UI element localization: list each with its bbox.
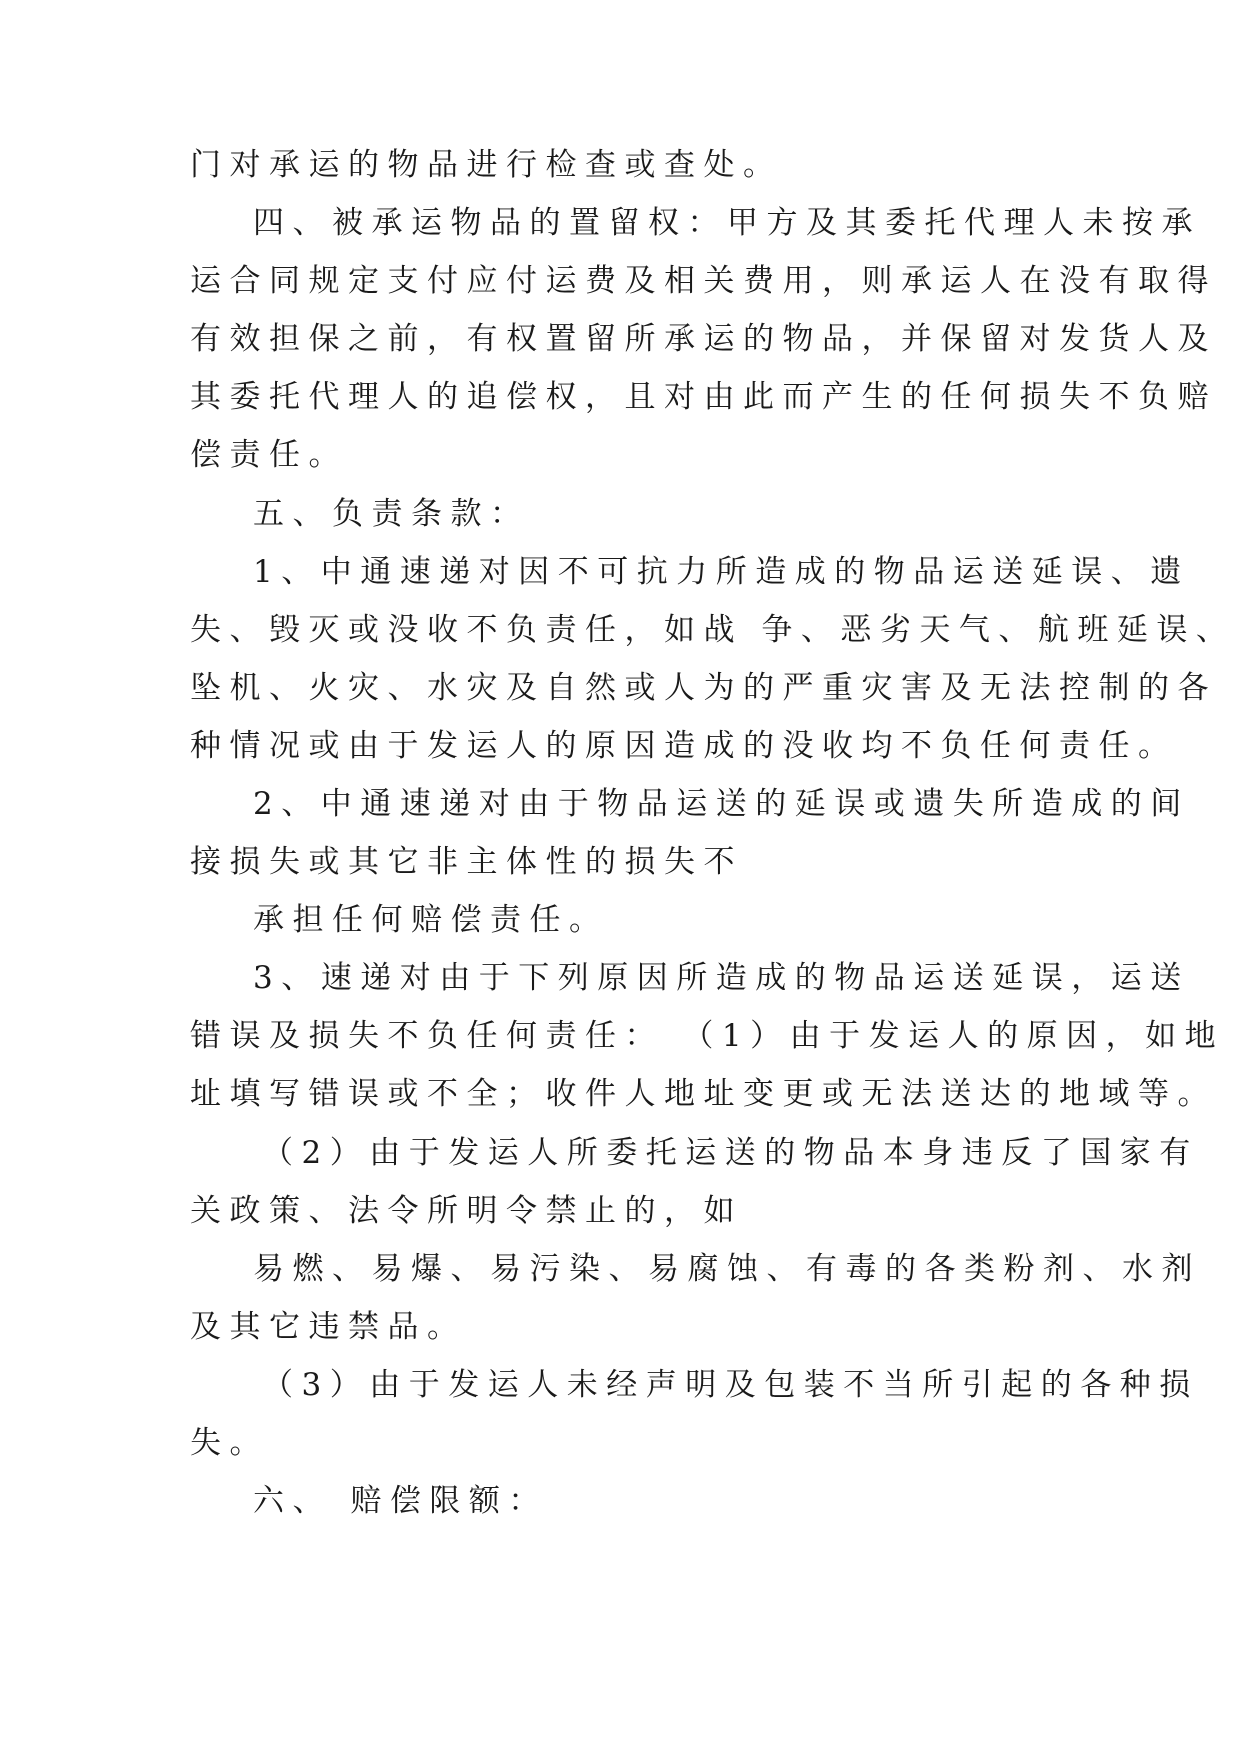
text-line: 1、中通速递对因不可抗力所造成的物品运送延误、遗 <box>253 554 1190 590</box>
text-line: 接损失或其它非主体性的损失不 <box>190 844 743 880</box>
text-line: 种情况或由于发运人的原因造成的没收均不负任何责任。 <box>190 728 1178 764</box>
text-line: 六、 赔偿限额： <box>253 1483 548 1519</box>
text-line: 关政策、法令所明令禁止的，如 <box>190 1193 743 1229</box>
text-line: 运合同规定支付应付运费及相关费用，则承运人在没有取得 <box>190 263 1217 299</box>
text-line: 门对承运的物品进行检查或查处。 <box>190 147 783 183</box>
text-line: 3、速递对由于下列原因所造成的物品运送延误，运送 <box>253 960 1190 996</box>
text-line: 偿责任。 <box>190 437 348 473</box>
text-line: 五、负责条款： <box>253 496 530 532</box>
text-line: 错误及损失不负任何责任： （1）由于发运人的原因，如地 <box>190 1018 1225 1054</box>
text-line: 坠机、火灾、水灾及自然或人为的严重灾害及无法控制的各 <box>190 670 1217 706</box>
text-line: 有效担保之前，有权置留所承运的物品，并保留对发货人及 <box>190 321 1217 357</box>
text-line: 承担任何赔偿责任。 <box>253 902 609 938</box>
text-line: 失。 <box>190 1425 269 1461</box>
text-line: 及其它违禁品。 <box>190 1309 467 1345</box>
text-line: 址填写错误或不全；收件人地址变更或无法送达的地域等。 <box>190 1076 1217 1112</box>
text-line: （2）由于发运人所委托运送的物品本身违反了国家有 <box>262 1135 1199 1171</box>
text-line: 其委托代理人的追偿权，且对由此而产生的任何损失不负赔 <box>190 379 1217 415</box>
text-line: （3）由于发运人未经声明及包装不当所引起的各种损 <box>262 1367 1199 1403</box>
text-line: 2、中通速递对由于物品运送的延误或遗失所造成的间 <box>253 786 1190 822</box>
text-line: 四、被承运物品的置留权：甲方及其委托代理人未按承 <box>253 205 1201 241</box>
text-line: 失、毁灭或没收不负责任，如战 争、恶劣天气、航班延误、 <box>190 612 1236 648</box>
text-line: 易燃、易爆、易污染、易腐蚀、有毒的各类粉剂、水剂 <box>253 1251 1201 1287</box>
